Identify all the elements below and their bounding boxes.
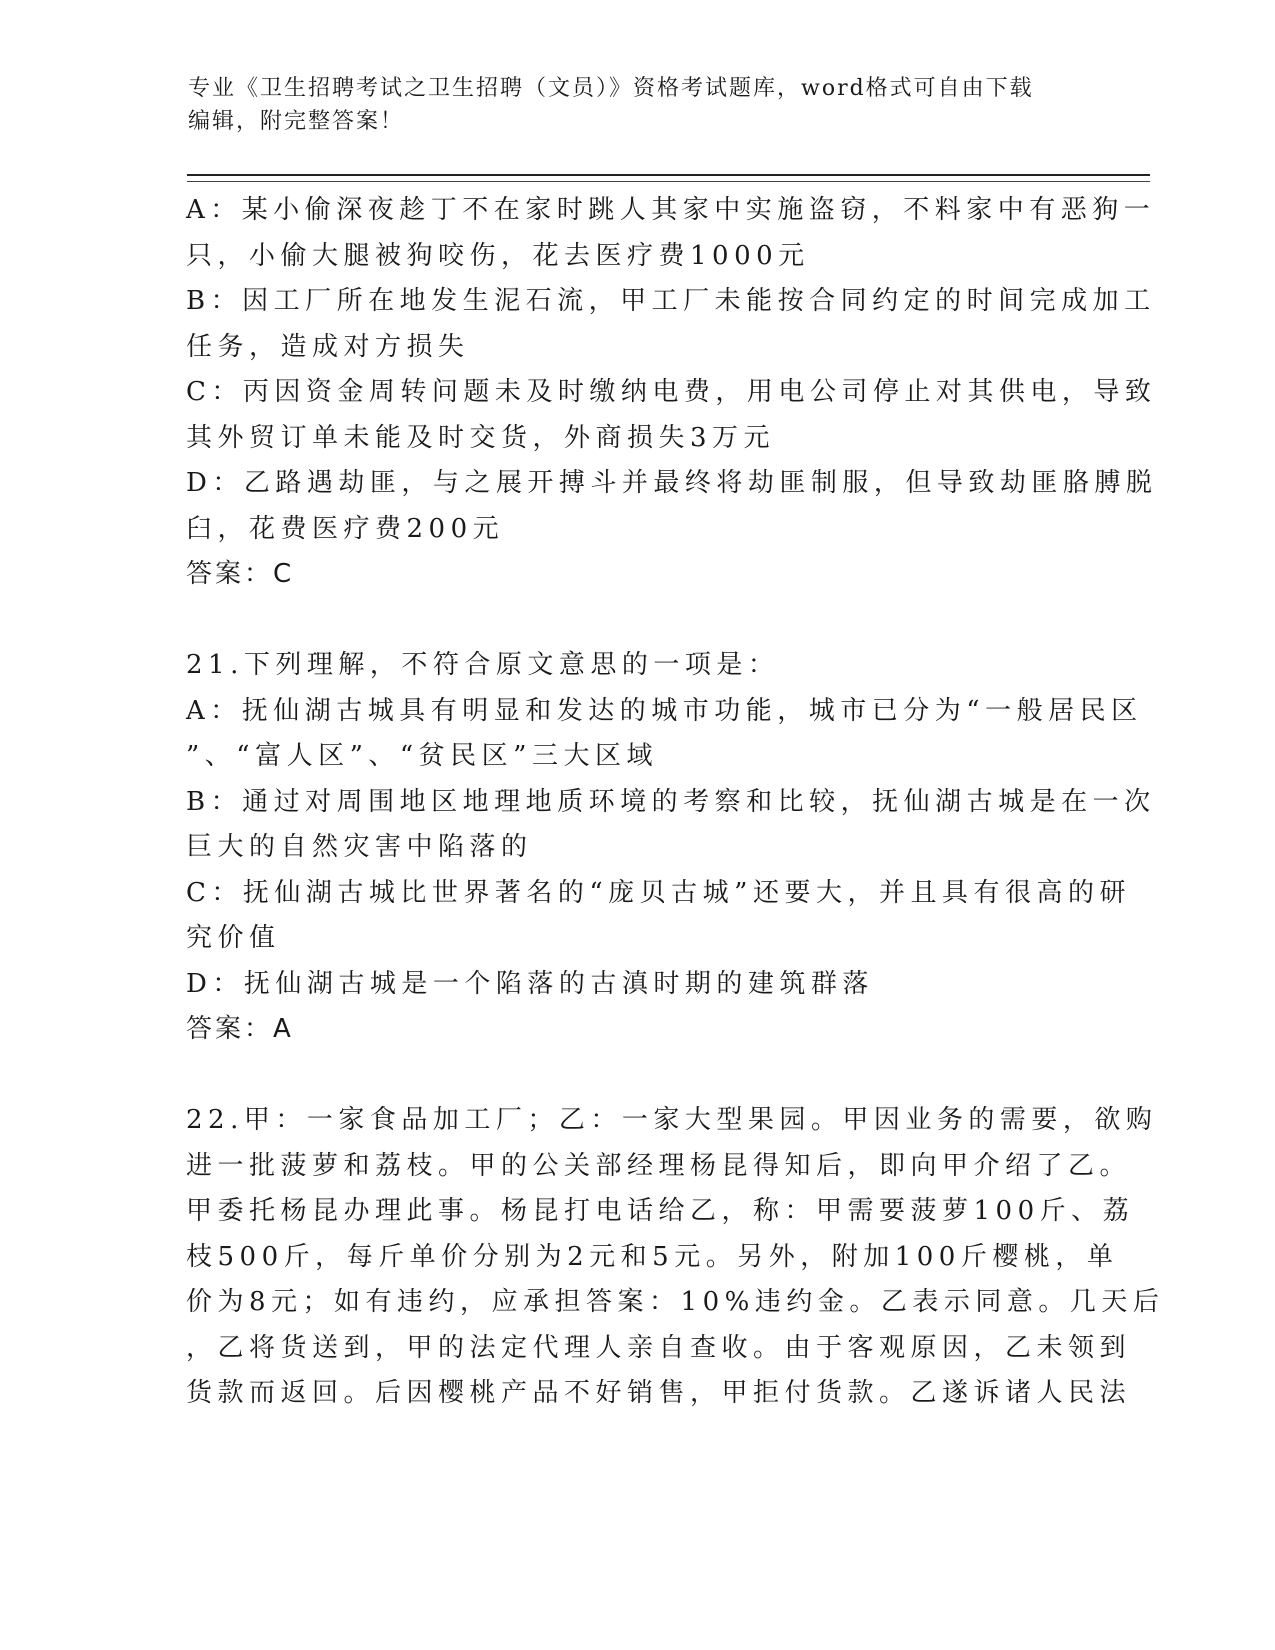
option-b-line-2: 巨大的自然灾害中陷落的 <box>186 832 533 862</box>
option-a-line-1: A：某小偷深夜趁丁不在家时跳人其家中实施盗窃，不料家中有恶狗一 <box>186 195 1156 225</box>
header-rule-thin <box>187 181 1150 182</box>
option-a-line-1: A：抚仙湖古城具有明显和发达的城市功能，城市已分为“一般居民区 <box>186 695 1143 726</box>
option-c-line-1: C：丙因资金周转问题未及时缴纳电费，用电公司停止对其供电，导致 <box>186 377 1157 407</box>
question-text-line-5: 价为8元；如有违约，应承担答案：10%违约金。乙表示同意。几天后 <box>186 1287 1165 1317</box>
option-c-line-2: 其外贸订单未能及时交货，外商损失3万元 <box>186 422 776 453</box>
document-body <box>186 188 1165 1417</box>
option-c-line-1: C：抚仙湖古城比世界著名的“庞贝古城”还要大，并且具有很高的研 <box>186 877 1131 908</box>
question-20-options <box>186 188 1158 598</box>
question-text-line-1: 22.甲：一家食品加工厂；乙：一家大型果园。甲因业务的需要，欲购 <box>186 1105 1158 1135</box>
question-text-line-6: ，乙将货送到，甲的法定代理人亲自查收。由于客观原因，乙未领到 <box>186 1332 1132 1363</box>
question-21 <box>186 643 1156 1053</box>
spacer <box>186 1053 1066 1099</box>
answer-label: 答案：A <box>186 1014 294 1044</box>
header-line-1: 专业《卫生招聘考试之卫生招聘（文员）》资格考试题库，word格式可自由下载 <box>188 76 1034 101</box>
option-d-line-1: D：乙路遇劫匪，与之展开搏斗并最终将劫匪制服，但导致劫匪胳膊脱 <box>186 468 1158 498</box>
document-header <box>188 72 1068 138</box>
option-a-line-2: ”、“富人区”、“贫民区”三大区域 <box>186 741 658 771</box>
answer-label: 答案：C <box>186 559 295 589</box>
option-b-line-1: B：通过对周围地区地理地质环境的考察和比较，抚仙湖古城是在一次 <box>186 786 1156 817</box>
option-b-line-1: B：因工厂所在地发生泥石流，甲工厂未能按合同约定的时间完成加工 <box>186 286 1156 316</box>
option-d-line-2: 臼，花费医疗费200元 <box>186 513 505 544</box>
question-text-line-2: 进一批菠萝和荔枝。甲的公关部经理杨昆得知后，即向甲介绍了乙。 <box>186 1150 1132 1181</box>
question-text-line-7: 货款而返回。后因樱桃产品不好销售，甲拒付货款。乙遂诉诸人民法 <box>186 1378 1132 1408</box>
header-rule-thick <box>187 174 1150 176</box>
option-d-line-1: D：抚仙湖古城是一个陷落的古滇时期的建筑群落 <box>186 968 874 999</box>
option-b-line-2: 任务，造成对方损失 <box>186 331 470 362</box>
question-text-line-4: 枝500斤，每斤单价分别为2元和5元。另外，附加100斤樱桃，单 <box>186 1241 1119 1272</box>
question-text-line-3: 甲委托杨昆办理此事。杨昆打电话给乙，称：甲需要菠萝100斤、荔 <box>186 1196 1135 1226</box>
question-22 <box>186 1098 1165 1417</box>
option-c-line-2: 究价值 <box>186 923 281 953</box>
header-line-2: 编辑，附完整答案！ <box>188 109 405 134</box>
spacer <box>186 598 1066 644</box>
question-stem: 21.下列理解，不符合原文意思的一项是： <box>186 650 780 680</box>
option-a-line-2: 只，小偷大腿被狗咬伤，花去医疗费1000元 <box>186 240 810 271</box>
